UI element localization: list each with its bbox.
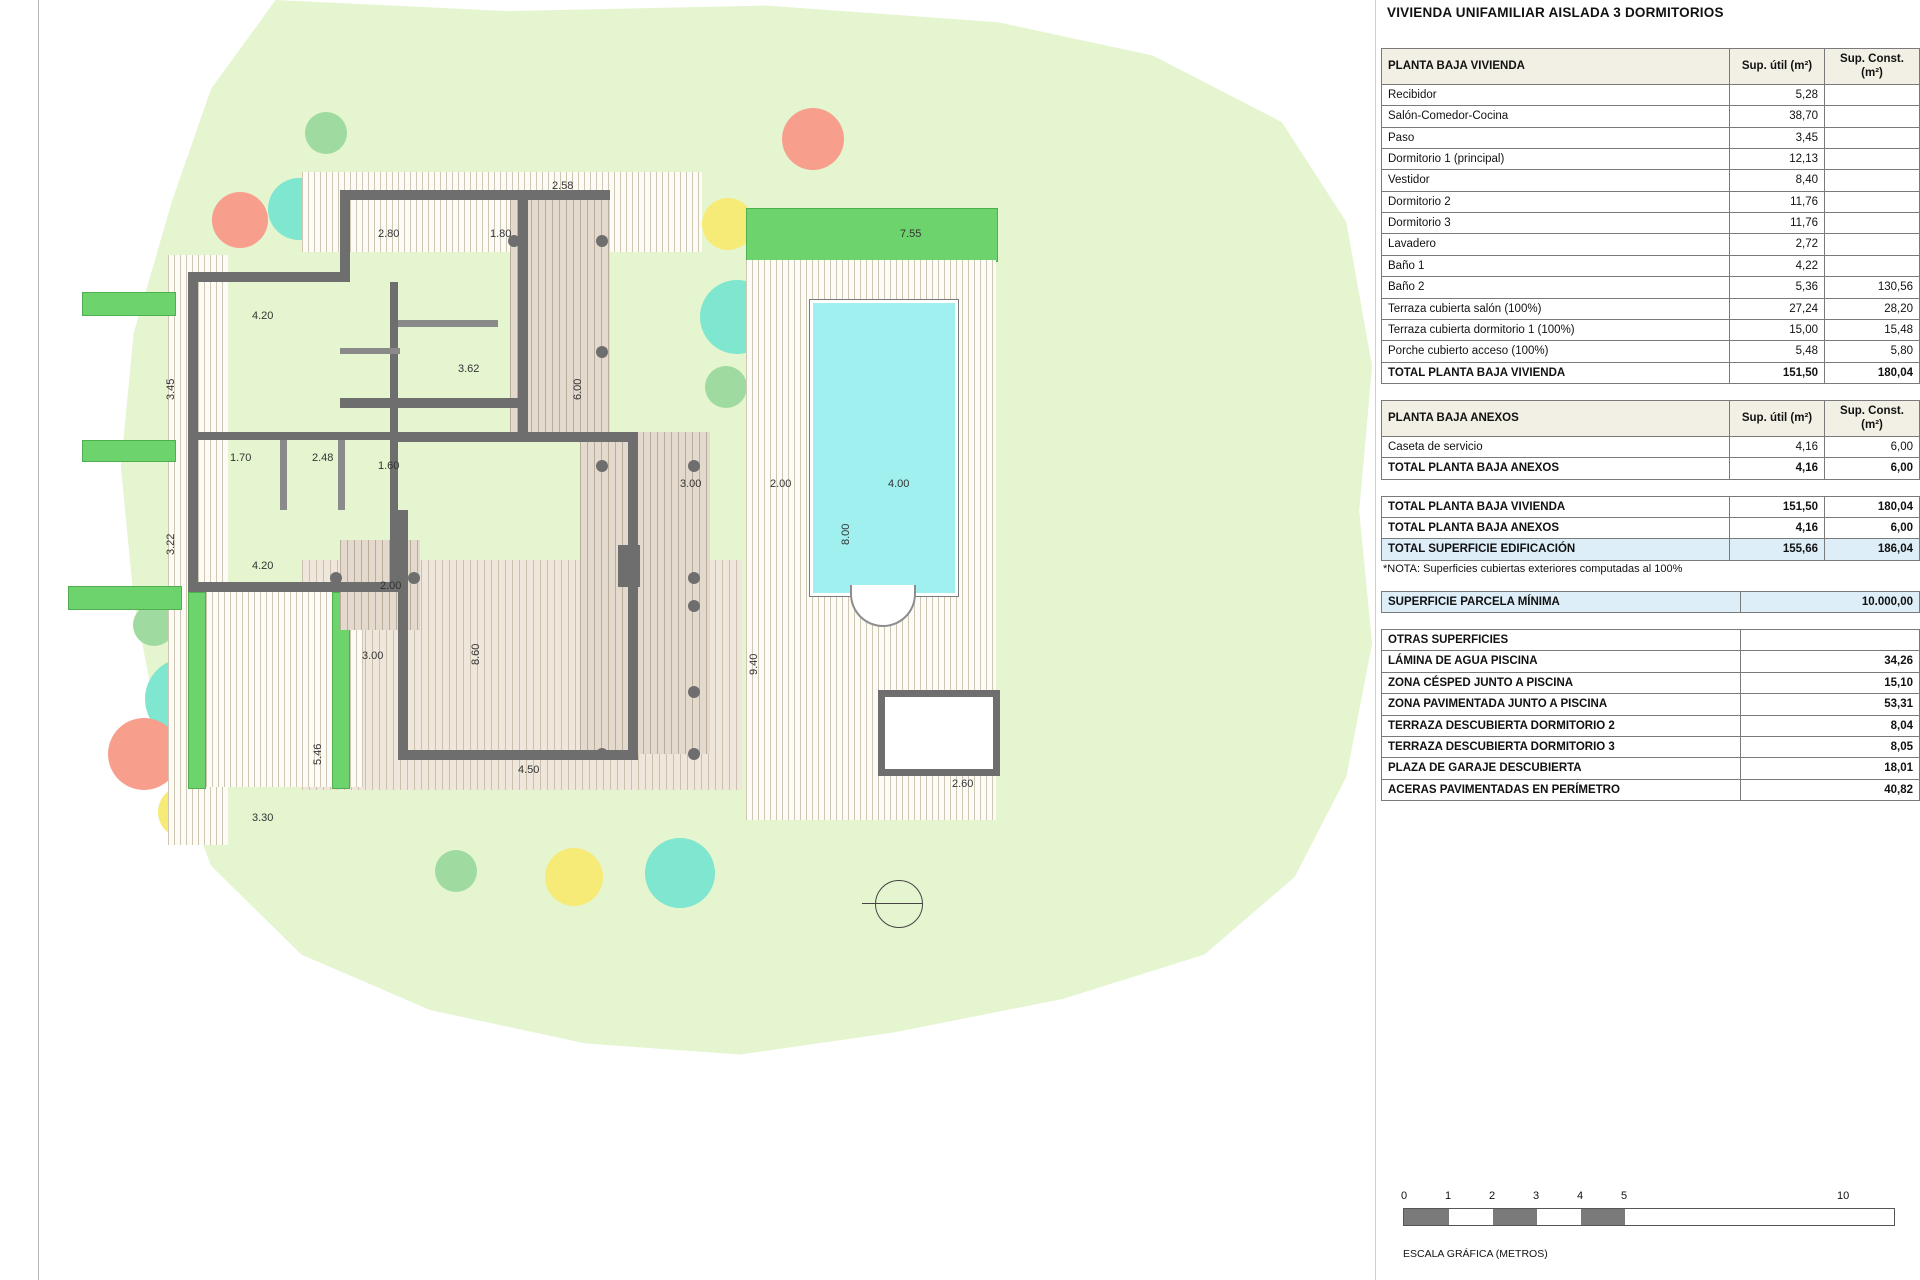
other-surface-value: 53,31 [1741, 694, 1920, 715]
room-util: 5,28 [1730, 84, 1825, 105]
dimension-label: 3.00 [362, 650, 384, 662]
room-const [1825, 255, 1920, 276]
window-mullion-living-right [618, 545, 640, 587]
room-name: Vestidor [1382, 170, 1730, 191]
interior-wall-bath1 [280, 440, 287, 510]
other-surface-value: 18,01 [1741, 758, 1920, 779]
tree-icon [212, 192, 268, 248]
other-surface-label: LÁMINA DE AGUA PISCINA [1382, 651, 1741, 672]
scale-caption: ESCALA GRÁFICA (METROS) [1403, 1248, 1548, 1260]
scale-tick: 10 [1837, 1190, 1850, 1202]
parcel-lawn-area [95, 0, 1385, 1110]
pillar-icon [408, 572, 420, 584]
scale-segment [1537, 1209, 1581, 1225]
room-const: 28,20 [1825, 298, 1920, 319]
room-name: Dormitorio 2 [1382, 191, 1730, 212]
other-surface-value: 15,10 [1741, 672, 1920, 693]
table-row [1382, 148, 1920, 169]
room-util: 2,72 [1730, 234, 1825, 255]
exterior-wall-north-block-left [340, 190, 350, 280]
room-name: Baño 2 [1382, 277, 1730, 298]
scale-segment [1493, 1209, 1537, 1225]
exterior-wall-living-right [628, 432, 638, 760]
other-surface-value: 40,82 [1741, 779, 1920, 800]
dimension-label: 2.48 [312, 452, 334, 464]
page-title: VIVIENDA UNIFAMILIAR AISLADA 3 DORMITORIOS [1387, 5, 1724, 20]
dimension-label: 3.00 [680, 478, 702, 490]
table-row [1382, 651, 1920, 672]
room-const [1825, 84, 1920, 105]
room-const: 6,00 [1825, 436, 1920, 457]
other-surface-value: 8,04 [1741, 715, 1920, 736]
interior-wall-closet [340, 348, 400, 354]
dimension-label: 2.60 [952, 778, 974, 790]
room-util: 12,13 [1730, 148, 1825, 169]
room-util: 27,24 [1730, 298, 1825, 319]
col-header-room: PLANTA BAJA ANEXOS [1382, 401, 1730, 437]
col-header-util: Sup. útil (m²) [1730, 49, 1825, 85]
total-label: TOTAL PLANTA BAJA VIVIENDA [1382, 362, 1730, 383]
room-name: Terraza cubierta dormitorio 1 (100%) [1382, 319, 1730, 340]
summary-label: TOTAL PLANTA BAJA ANEXOS [1382, 517, 1730, 538]
col-header-const: Sup. Const. (m²) [1825, 49, 1920, 85]
table-planta-baja-vivienda [1381, 48, 1920, 384]
dimension-label-vertical: 3.22 [165, 533, 177, 555]
dimension-label: 4.20 [252, 560, 274, 572]
dimension-label: 4.20 [252, 310, 274, 322]
interior-wall-bath2 [338, 440, 345, 510]
scale-segment [1581, 1209, 1625, 1225]
dimension-label: 4.00 [888, 478, 910, 490]
site-plan-drawing [40, 0, 1370, 1280]
room-const: 5,80 [1825, 341, 1920, 362]
dimension-label: 1.80 [490, 228, 512, 240]
table-row [1382, 341, 1920, 362]
room-const [1825, 234, 1920, 255]
surface-schedule-panel [1375, 0, 1920, 1280]
table-row [1382, 736, 1920, 757]
dimension-label: 1.60 [378, 460, 400, 472]
table-header-row [1382, 630, 1920, 651]
table-spacer [1375, 384, 1920, 400]
dimension-label: 7.55 [900, 228, 922, 240]
dimension-label-vertical: 6.00 [572, 378, 584, 400]
exterior-wall-west-left [188, 272, 198, 592]
room-name: Baño 1 [1382, 255, 1730, 276]
room-name: Caseta de servicio [1382, 436, 1730, 457]
room-const [1825, 170, 1920, 191]
interior-wall-mid-vertical [390, 282, 398, 592]
surface-note: *NOTA: Superficies cubiertas exteriores computadas al 100% [1383, 562, 1683, 575]
north-orientation-icon [875, 880, 923, 928]
table-parcela-minima [1381, 591, 1920, 613]
dimension-label: 1.70 [230, 452, 252, 464]
scale-segment [1449, 1209, 1493, 1225]
interior-wall-dressing [398, 320, 498, 327]
table-row [1382, 127, 1920, 148]
other-surface-label: TERRAZA DESCUBIERTA DORMITORIO 2 [1382, 715, 1741, 736]
room-util: 15,00 [1730, 319, 1825, 340]
tree-icon [782, 108, 844, 170]
summary-util: 4,16 [1730, 517, 1825, 538]
table-row [1382, 517, 1920, 538]
other-surfaces-header: OTRAS SUPERFICIES [1382, 630, 1741, 651]
dimension-label: 2.00 [770, 478, 792, 490]
col-header-util: Sup. útil (m²) [1730, 401, 1825, 437]
table-spacer [1375, 575, 1920, 591]
total-label: TOTAL PLANTA BAJA ANEXOS [1382, 458, 1730, 479]
grass-strip-west-3 [68, 586, 182, 610]
pillar-icon [596, 346, 608, 358]
interior-wall-bedroom-divider [198, 432, 390, 440]
dimension-label-vertical: 9.40 [748, 653, 760, 675]
graphic-scale-bar [1375, 1190, 1895, 1260]
grass-strip-west-2 [82, 440, 176, 462]
room-name: Salón-Comedor-Cocina [1382, 106, 1730, 127]
dimension-label: 2.80 [378, 228, 400, 240]
room-util: 5,48 [1730, 341, 1825, 362]
table-planta-baja-anexos [1381, 400, 1920, 480]
dimension-label: 2.58 [552, 180, 574, 192]
dimension-label-vertical: 8.00 [840, 523, 852, 545]
pillar-icon [688, 748, 700, 760]
exterior-wall-living-left [398, 510, 408, 760]
other-surface-label: ZONA CÉSPED JUNTO A PISCINA [1382, 672, 1741, 693]
table-total-row [1382, 362, 1920, 383]
table-spacer [1375, 613, 1920, 629]
table-row [1382, 213, 1920, 234]
pillar-icon [596, 235, 608, 247]
room-util: 8,40 [1730, 170, 1825, 191]
exterior-wall-west-bottom [188, 582, 398, 592]
room-name: Lavadero [1382, 234, 1730, 255]
scale-tick: 3 [1533, 1190, 1540, 1202]
tree-icon [545, 848, 603, 906]
room-const [1825, 148, 1920, 169]
scale-bar-track [1403, 1208, 1895, 1226]
other-surface-value: 34,26 [1741, 651, 1920, 672]
table-row [1382, 694, 1920, 715]
table-row [1382, 591, 1920, 612]
grass-strip-garage-left [188, 592, 206, 789]
table-header-row [1382, 401, 1920, 437]
table-row [1382, 191, 1920, 212]
total-const: 180,04 [1825, 362, 1920, 383]
pillar-icon [596, 748, 608, 760]
parcel-value: 10.000,00 [1741, 591, 1920, 612]
table-row [1382, 758, 1920, 779]
room-const [1825, 213, 1920, 234]
scale-tick: 0 [1401, 1190, 1408, 1202]
grass-strip-west-1 [82, 292, 176, 316]
room-util: 5,36 [1730, 277, 1825, 298]
table-row [1382, 234, 1920, 255]
scale-tick: 5 [1621, 1190, 1628, 1202]
room-util: 11,76 [1730, 191, 1825, 212]
scale-segment [1625, 1209, 1892, 1225]
other-surface-label: PLAZA DE GARAJE DESCUBIERTA [1382, 758, 1741, 779]
scale-tick: 4 [1577, 1190, 1584, 1202]
pillar-icon [688, 572, 700, 584]
scale-segment [1404, 1209, 1449, 1225]
other-surfaces-header-value [1741, 630, 1920, 651]
room-util: 11,76 [1730, 213, 1825, 234]
dimension-label: 3.30 [252, 812, 274, 824]
tree-icon [305, 112, 347, 154]
room-name: Paso [1382, 127, 1730, 148]
other-surface-label: ACERAS PAVIMENTADAS EN PERÍMETRO [1382, 779, 1741, 800]
pillar-icon [688, 460, 700, 472]
grass-strip-north-east [746, 208, 998, 262]
table-otras-superficies [1381, 629, 1920, 801]
summary-util: 151,50 [1730, 496, 1825, 517]
table-row [1382, 298, 1920, 319]
grand-total-label: TOTAL SUPERFICIE EDIFICACIÓN [1382, 539, 1730, 560]
table-resumen [1381, 496, 1920, 561]
table-row [1382, 106, 1920, 127]
room-const: 130,56 [1825, 277, 1920, 298]
service-hut [878, 690, 1000, 776]
dimension-label: 2.00 [380, 580, 402, 592]
tree-icon [645, 838, 715, 908]
total-const: 6,00 [1825, 458, 1920, 479]
room-name: Recibidor [1382, 84, 1730, 105]
tree-icon [705, 366, 747, 408]
table-row [1382, 319, 1920, 340]
table-total-row [1382, 539, 1920, 560]
table-row [1382, 715, 1920, 736]
table-header-row [1382, 49, 1920, 85]
room-name: Porche cubierto acceso (100%) [1382, 341, 1730, 362]
parcel-label: SUPERFICIE PARCELA MÍNIMA [1382, 591, 1741, 612]
col-header-const: Sup. Const. (m²) [1825, 401, 1920, 437]
grand-total-const: 186,04 [1825, 539, 1920, 560]
pillar-icon [330, 572, 342, 584]
pillar-icon [688, 600, 700, 612]
dimension-label: 3.62 [458, 363, 480, 375]
dimension-label-vertical: 3.45 [165, 378, 177, 400]
total-util: 151,50 [1730, 362, 1825, 383]
room-util: 4,22 [1730, 255, 1825, 276]
table-row [1382, 255, 1920, 276]
table-total-row [1382, 458, 1920, 479]
room-util: 38,70 [1730, 106, 1825, 127]
summary-label: TOTAL PLANTA BAJA VIVIENDA [1382, 496, 1730, 517]
summary-const: 6,00 [1825, 517, 1920, 538]
pillar-icon [596, 460, 608, 472]
table-spacer [1375, 480, 1920, 496]
summary-const: 180,04 [1825, 496, 1920, 517]
exterior-wall-west-top [188, 272, 350, 282]
tree-icon [435, 850, 477, 892]
room-name: Terraza cubierta salón (100%) [1382, 298, 1730, 319]
table-row [1382, 84, 1920, 105]
dimension-label-vertical: 5.46 [312, 743, 324, 765]
room-name: Dormitorio 1 (principal) [1382, 148, 1730, 169]
scale-tick: 1 [1445, 1190, 1452, 1202]
room-const [1825, 127, 1920, 148]
table-row [1382, 779, 1920, 800]
scale-tick: 2 [1489, 1190, 1496, 1202]
table-row [1382, 277, 1920, 298]
table-row [1382, 170, 1920, 191]
grand-total-util: 155,66 [1730, 539, 1825, 560]
table-row [1382, 436, 1920, 457]
room-util: 3,45 [1730, 127, 1825, 148]
sheet-left-margin-rule [38, 0, 39, 1280]
interior-wall-mid-horizontal [340, 398, 528, 408]
dimension-label-vertical: 8.60 [470, 643, 482, 665]
perimeter-paving-north [302, 172, 702, 252]
room-const [1825, 106, 1920, 127]
table-row [1382, 496, 1920, 517]
dimension-label: 4.50 [518, 764, 540, 776]
swimming-pool [810, 300, 958, 596]
pillar-icon [688, 686, 700, 698]
other-surface-label: ZONA PAVIMENTADA JUNTO A PISCINA [1382, 694, 1741, 715]
room-name: Dormitorio 3 [1382, 213, 1730, 234]
room-const [1825, 191, 1920, 212]
col-header-room: PLANTA BAJA VIVIENDA [1382, 49, 1730, 85]
other-surface-label: TERRAZA DESCUBIERTA DORMITORIO 3 [1382, 736, 1741, 757]
exterior-wall-living-top [398, 432, 638, 442]
other-surface-value: 8,05 [1741, 736, 1920, 757]
table-row [1382, 672, 1920, 693]
room-util: 4,16 [1730, 436, 1825, 457]
total-util: 4,16 [1730, 458, 1825, 479]
room-const: 15,48 [1825, 319, 1920, 340]
